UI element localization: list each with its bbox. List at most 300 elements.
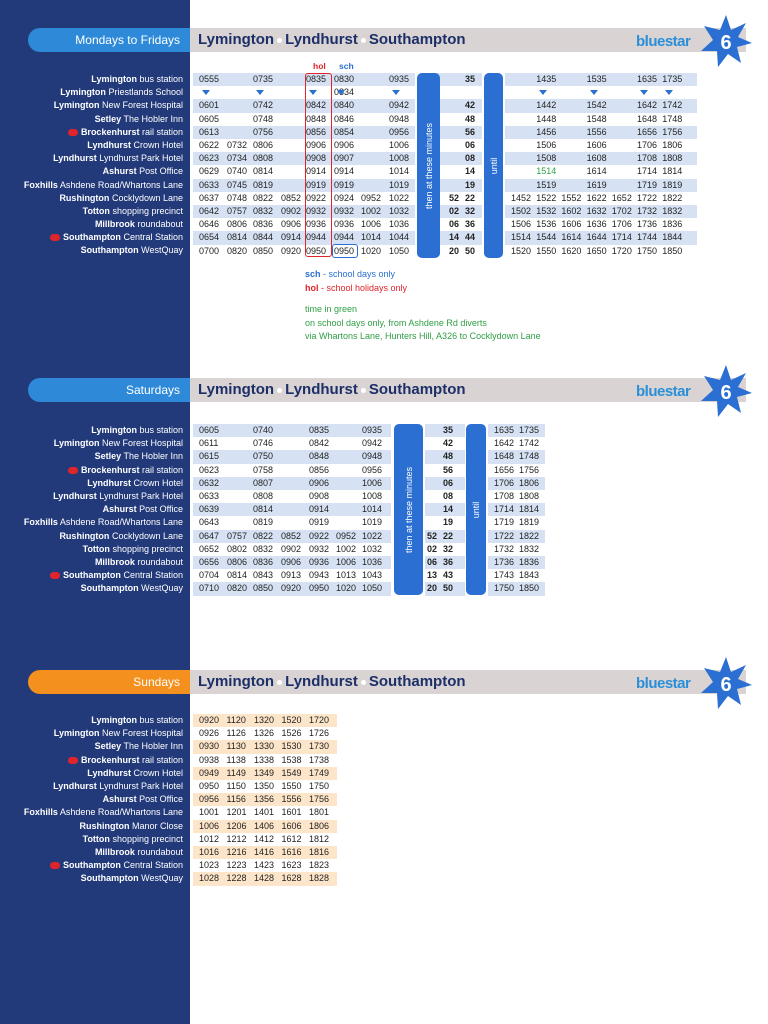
time-cell: 1050 [389,245,410,256]
time-cell: 0814 [227,570,248,581]
time-cell: 0906 [309,477,330,488]
stop-town: Foxhills [23,179,58,190]
time-cell: 0740 [227,166,248,177]
time-cell: 0757 [227,206,248,216]
time-cell: 1535 [586,74,607,84]
time-cell: 1743 [494,570,515,581]
route-town-a: Lymington [198,381,275,398]
time-cell: 1806 [309,820,330,831]
time-cell: 0615 [199,451,220,462]
time-cell: 1819 [519,517,540,528]
time-cell: 08 [443,491,454,501]
minutes-bar-text: then at these minutes [403,466,414,553]
stop-place: Lyndhurst Park Hotel [99,153,183,164]
route-town-c: Southampton [368,673,466,690]
rail-station-icon [68,129,78,136]
stop-town: Brockenhurst [80,464,140,475]
time-cell: 0952 [336,530,357,541]
stop-town: Lyndhurst [87,477,131,488]
time-cell: 1736 [637,219,658,230]
time-cell: 1326 [254,728,275,739]
time-cell: 1526 [281,728,302,739]
stop-place: shopping precinct [112,833,183,844]
stop-place: Lyndhurst Park Hotel [99,780,183,791]
stop-town: Lymington [53,438,100,449]
time-cell: 1050 [362,583,383,594]
time-cell: 1032 [389,206,410,216]
svg-text:6: 6 [720,382,732,404]
stop-list [0,73,183,258]
time-cell: 0952 [361,192,382,203]
time-cell: 06 [427,557,438,567]
stop-label [0,490,183,503]
time-cell: 1722 [637,192,658,203]
stop-place: Post Office [139,166,183,177]
time-cell: 1648 [637,113,658,124]
stop-label [0,165,183,178]
time-cell: 1714 [611,232,632,243]
time-cell: 0848 [306,113,327,124]
time-cell: 1601 [281,807,302,818]
time-cell: 0642 [199,206,220,216]
time-cell: 0652 [199,543,220,554]
time-cell: 0611 [199,438,219,449]
time-cell: 1044 [389,232,410,243]
time-cell: 0906 [281,557,302,567]
down-arrow-icon [539,90,547,95]
time-cell: 1156 [226,794,246,805]
time-cell: 1656 [494,464,515,475]
route-title [198,670,466,694]
stop-label [0,437,183,450]
stop-place: The Hobler Inn [123,741,183,752]
time-cell: 1606 [281,820,302,831]
stop-label [0,152,183,165]
route-town-a: Lymington [198,673,275,690]
time-cell: 0623 [199,464,220,475]
time-cell: 1456 [536,126,557,137]
time-cell: 1816 [309,847,330,857]
time-cell: 1742 [519,438,540,449]
stop-town: Southampton [62,860,121,871]
route-number-star-icon [698,13,754,69]
stop-place: The Hobler Inn [123,451,183,462]
time-cell: 0950 [334,245,355,256]
time-cell: 1606 [561,219,582,230]
time-cell: 1016 [199,847,220,857]
time-cell: 0654 [199,232,220,243]
time-cell: 36 [443,557,454,567]
time-cell: 0735 [253,74,274,84]
time-cell: 48 [465,113,476,124]
time-cell: 06 [443,477,454,488]
time-cell: 1014 [362,504,383,515]
route-number-star-icon [698,363,754,419]
time-cell: 56 [465,126,476,137]
time-cell: 1120 [226,715,246,725]
time-cell: 0936 [309,557,330,567]
time-cell: 0906 [306,140,327,150]
bluestar-logo: bluestar [636,383,691,400]
time-cell: 22 [443,530,454,541]
minutes-bar [394,424,423,595]
time-cell: 1006 [362,477,383,488]
time-cell: 1506 [511,219,532,230]
time-cell: 1550 [281,781,302,791]
weekday-route-header [190,28,746,52]
time-cell: 1812 [309,833,330,844]
time-cell: 43 [443,570,454,581]
stop-place: Central Station [123,860,183,871]
timetable-notes [305,268,541,344]
time-cell: 1819 [662,179,683,190]
stop-place: shopping precinct [112,205,183,216]
time-cell: 35 [465,74,476,84]
time-cell: 0908 [309,491,330,501]
stop-town: Southampton [80,583,139,594]
time-cell: 13 [427,570,438,581]
time-cell: 0942 [389,100,410,111]
stop-label [0,569,183,582]
time-cell: 06 [465,140,476,150]
bluestar-logo: bluestar [636,33,691,50]
time-cell: 0819 [253,179,274,190]
stop-place: Post Office [139,504,183,515]
time-cell: 14 [449,232,460,243]
stop-place: Cocklydown Lane [111,192,183,203]
time-cell: 0820 [227,583,248,594]
time-cell: 0802 [227,543,248,554]
time-cell: 0920 [199,715,220,725]
sch-note-text: - school days only [320,269,396,279]
time-cell: 0807 [253,477,274,488]
time-cell: 1828 [309,873,330,884]
stop-town: Lymington [91,425,137,435]
time-cell: 0932 [309,543,330,554]
stop-place: rail station [141,126,183,137]
time-cell: 1036 [362,557,383,567]
time-cell: 0832 [253,543,274,554]
stop-place: WestQuay [141,245,183,256]
stop-place: roundabout [137,556,183,567]
time-cell: 0814 [253,166,274,177]
time-cell: 0935 [362,425,383,435]
time-cell: 1126 [226,728,246,739]
time-cell: 1750 [637,245,658,256]
stop-label [0,780,183,793]
time-cell: 1732 [637,206,658,216]
time-cell: 0942 [362,438,383,449]
time-cell: 0748 [227,192,248,203]
stop-label [0,543,183,556]
route-title [198,28,466,52]
stop-place: shopping precinct [112,543,183,554]
time-cell: 0938 [199,754,220,765]
stop-town: Lymington [53,728,100,739]
time-cell: 1043 [362,570,383,581]
time-cell: 1514 [511,232,532,243]
stop-place: WestQuay [141,583,183,594]
time-cell: 1423 [254,860,275,871]
time-cell: 1632 [586,206,607,216]
time-cell: 1748 [519,451,540,462]
stop-label [0,714,183,727]
time-cell: 1844 [662,232,683,243]
time-cell: 0902 [281,206,302,216]
time-cell: 1206 [226,820,247,831]
time-cell: 1006 [336,557,357,567]
time-cell: 50 [465,245,476,256]
time-cell: 1550 [536,245,557,256]
time-cell: 0932 [334,206,355,216]
minutes-bar-text: then at these minutes [423,122,434,209]
time-cell: 1748 [662,113,683,124]
time-cell: 0943 [309,570,330,581]
time-cell: 0637 [199,192,220,203]
stop-label [0,846,183,859]
time-cell: 1036 [389,219,410,230]
time-cell: 0732 [227,140,248,150]
stop-place: Central Station [123,232,183,243]
time-cell: 0740 [253,425,274,435]
time-cell: 1742 [662,100,683,111]
time-cell: 0846 [334,113,355,124]
time-cell: 1806 [662,140,683,150]
time-cell: 0710 [199,583,220,594]
stop-label [0,727,183,740]
time-cell: 1514 [536,166,557,177]
stop-label [0,793,183,806]
time-cell: 1401 [254,807,275,818]
time-cell: 0746 [253,438,274,449]
time-cell: 02 [427,543,438,554]
time-cell: 1020 [361,245,382,256]
time-cell: 1756 [519,464,540,475]
route-town-a: Lymington [198,31,275,48]
time-cell: 1228 [226,873,247,884]
stop-town: Lymington [91,74,137,84]
time-cell: 0914 [334,166,355,177]
saturday-section [0,378,768,618]
time-cell: 56 [443,464,454,475]
time-cell: 0656 [199,557,220,567]
time-cell: 0758 [253,464,274,475]
time-cell: 0950 [306,245,327,256]
stop-town: Millbrook [94,846,135,857]
stop-town: Foxhills [23,517,58,528]
time-cell: 0914 [306,166,327,177]
time-cell: 0742 [253,100,274,111]
time-cell: 0629 [199,166,220,177]
time-cell: 0808 [253,491,274,501]
rail-station-icon [50,572,60,579]
time-cell: 0756 [253,126,274,137]
time-cell: 1702 [611,206,632,216]
time-cell: 0856 [306,126,327,137]
time-cell: 52 [427,530,438,541]
stop-label [0,73,183,86]
time-cell: 0622 [199,140,220,150]
stop-town: Lymington [91,715,137,725]
time-cell: 0932 [306,206,327,216]
time-cell: 1722 [494,530,515,541]
time-cell: 1001 [199,807,220,818]
time-cell: 1416 [254,847,275,857]
time-cell: 0850 [253,245,274,256]
time-cell: 1642 [494,438,515,449]
bluestar-logo: bluestar [636,675,691,692]
time-cell: 0605 [199,113,220,124]
stop-town: Rushington [59,530,110,541]
time-cell: 36 [465,219,476,230]
stop-town: Southampton [80,245,139,256]
time-cell: 1506 [536,140,557,150]
time-cell: 1606 [586,140,607,150]
stop-place: Lyndhurst Park Hotel [99,490,183,501]
time-cell: 32 [465,206,476,216]
time-cell: 0822 [253,530,274,541]
time-cell: 0748 [253,113,274,124]
stop-label [0,450,183,463]
time-cell: 1644 [586,232,607,243]
time-cell: 1614 [586,166,607,177]
stop-town: Lyndhurst [53,153,97,164]
time-cell: 1616 [281,847,302,857]
stop-town: Lyndhurst [53,490,97,501]
time-cell: 1538 [281,754,302,765]
time-cell: 1502 [511,206,532,216]
stop-place: bus station [139,74,183,84]
route-town-b: Lyndhurst [285,31,358,48]
time-cell: 14 [443,504,454,515]
time-cell: 1836 [519,557,540,567]
sch-column-box [332,244,358,258]
time-cell: 0854 [334,126,355,137]
stop-label [0,218,183,231]
time-cell: 0956 [362,464,383,475]
down-arrow-icon [590,90,598,95]
time-cell: 0633 [199,491,220,501]
time-cell: 1636 [586,219,607,230]
notes-gap [305,295,541,303]
time-cell: 06 [449,219,460,230]
time-cell: 0647 [199,530,220,541]
time-cell: 1008 [362,491,383,501]
time-cell: 1620 [561,245,582,256]
time-cell: 0835 [306,74,327,84]
time-cell: 35 [443,425,454,435]
stop-label [0,424,183,437]
time-cell: 1008 [389,153,410,164]
time-cell: 42 [443,438,454,449]
time-cell: 0944 [334,232,355,243]
saturday-day-label: Saturdays [28,378,190,402]
stop-town: Lymington [53,100,100,111]
time-cell: 1019 [389,179,410,190]
route-town-b: Lyndhurst [285,381,358,398]
stop-place: Cocklydown Lane [111,530,183,541]
time-cell: 48 [443,451,454,462]
time-cell: 1223 [226,860,247,871]
stop-place: New Forest Hospital [101,438,183,449]
time-cell: 1602 [561,206,582,216]
stop-place: Central Station [123,570,183,581]
time-cell: 1452 [511,192,532,203]
time-cell: 1714 [494,504,515,515]
stop-label [0,754,183,767]
time-cell: 1612 [281,833,302,844]
time-cell: 1428 [254,873,275,884]
time-cell: 1806 [519,477,540,488]
green-note-line: on school days only, from Ashdene Rd diverts [305,317,487,328]
time-cell: 1732 [494,543,515,554]
time-cell: 1216 [226,847,247,857]
down-arrow-icon [256,90,264,95]
stop-label [0,86,183,99]
stop-label [0,806,183,819]
stop-label [0,859,183,872]
time-cell: 1028 [199,873,220,884]
stop-town: Lymington [60,87,106,98]
time-cell: 0906 [334,140,355,150]
stop-place: Ashdene Road/Whartons Lane [59,517,183,528]
time-cell: 0806 [253,140,274,150]
time-cell: 0935 [389,74,410,84]
time-cell: 0734 [227,153,248,164]
hol-note-key: hol [305,282,319,293]
time-cell: 1019 [362,517,383,528]
time-cell: 1519 [536,179,557,190]
time-cell: 1635 [494,425,515,435]
time-cell: 1542 [586,100,607,111]
stop-place: rail station [141,754,183,765]
time-cell: 0913 [281,570,302,581]
stop-place: roundabout [137,846,183,857]
time-cell: 0908 [306,153,327,164]
time-cell: 1822 [662,192,683,203]
green-note-line: time in green [305,304,358,314]
time-cell: 0926 [199,728,220,739]
stop-town: Brockenhurst [80,754,140,765]
time-cell: 1726 [309,728,330,739]
time-cell: 1706 [637,140,658,150]
rail-station-icon [50,862,60,869]
time-cell: 1822 [519,530,540,541]
time-cell: 0919 [334,179,355,190]
stop-town: Southampton [62,570,121,581]
time-cell: 0814 [227,232,248,243]
time-cell: 0555 [199,74,220,84]
stop-town: Ashurst [102,166,137,177]
stop-label [0,192,183,205]
time-cell: 1720 [309,715,330,725]
time-cell: 1836 [662,219,683,230]
time-cell: 0840 [334,100,355,111]
time-cell: 0806 [227,219,248,230]
time-cell: 1023 [199,860,220,871]
time-cell: 0613 [199,126,220,137]
time-cell: 1520 [281,715,302,725]
stop-town: Ashurst [102,504,137,515]
sch-note-key: sch [305,269,321,279]
time-cell: 1656 [637,126,658,137]
time-cell: 0601 [199,100,220,111]
rail-station-icon [50,234,60,241]
row-band [193,73,415,86]
time-cell: 1006 [389,140,410,150]
time-cell: 1719 [637,179,658,190]
time-cell: 1608 [586,153,607,164]
